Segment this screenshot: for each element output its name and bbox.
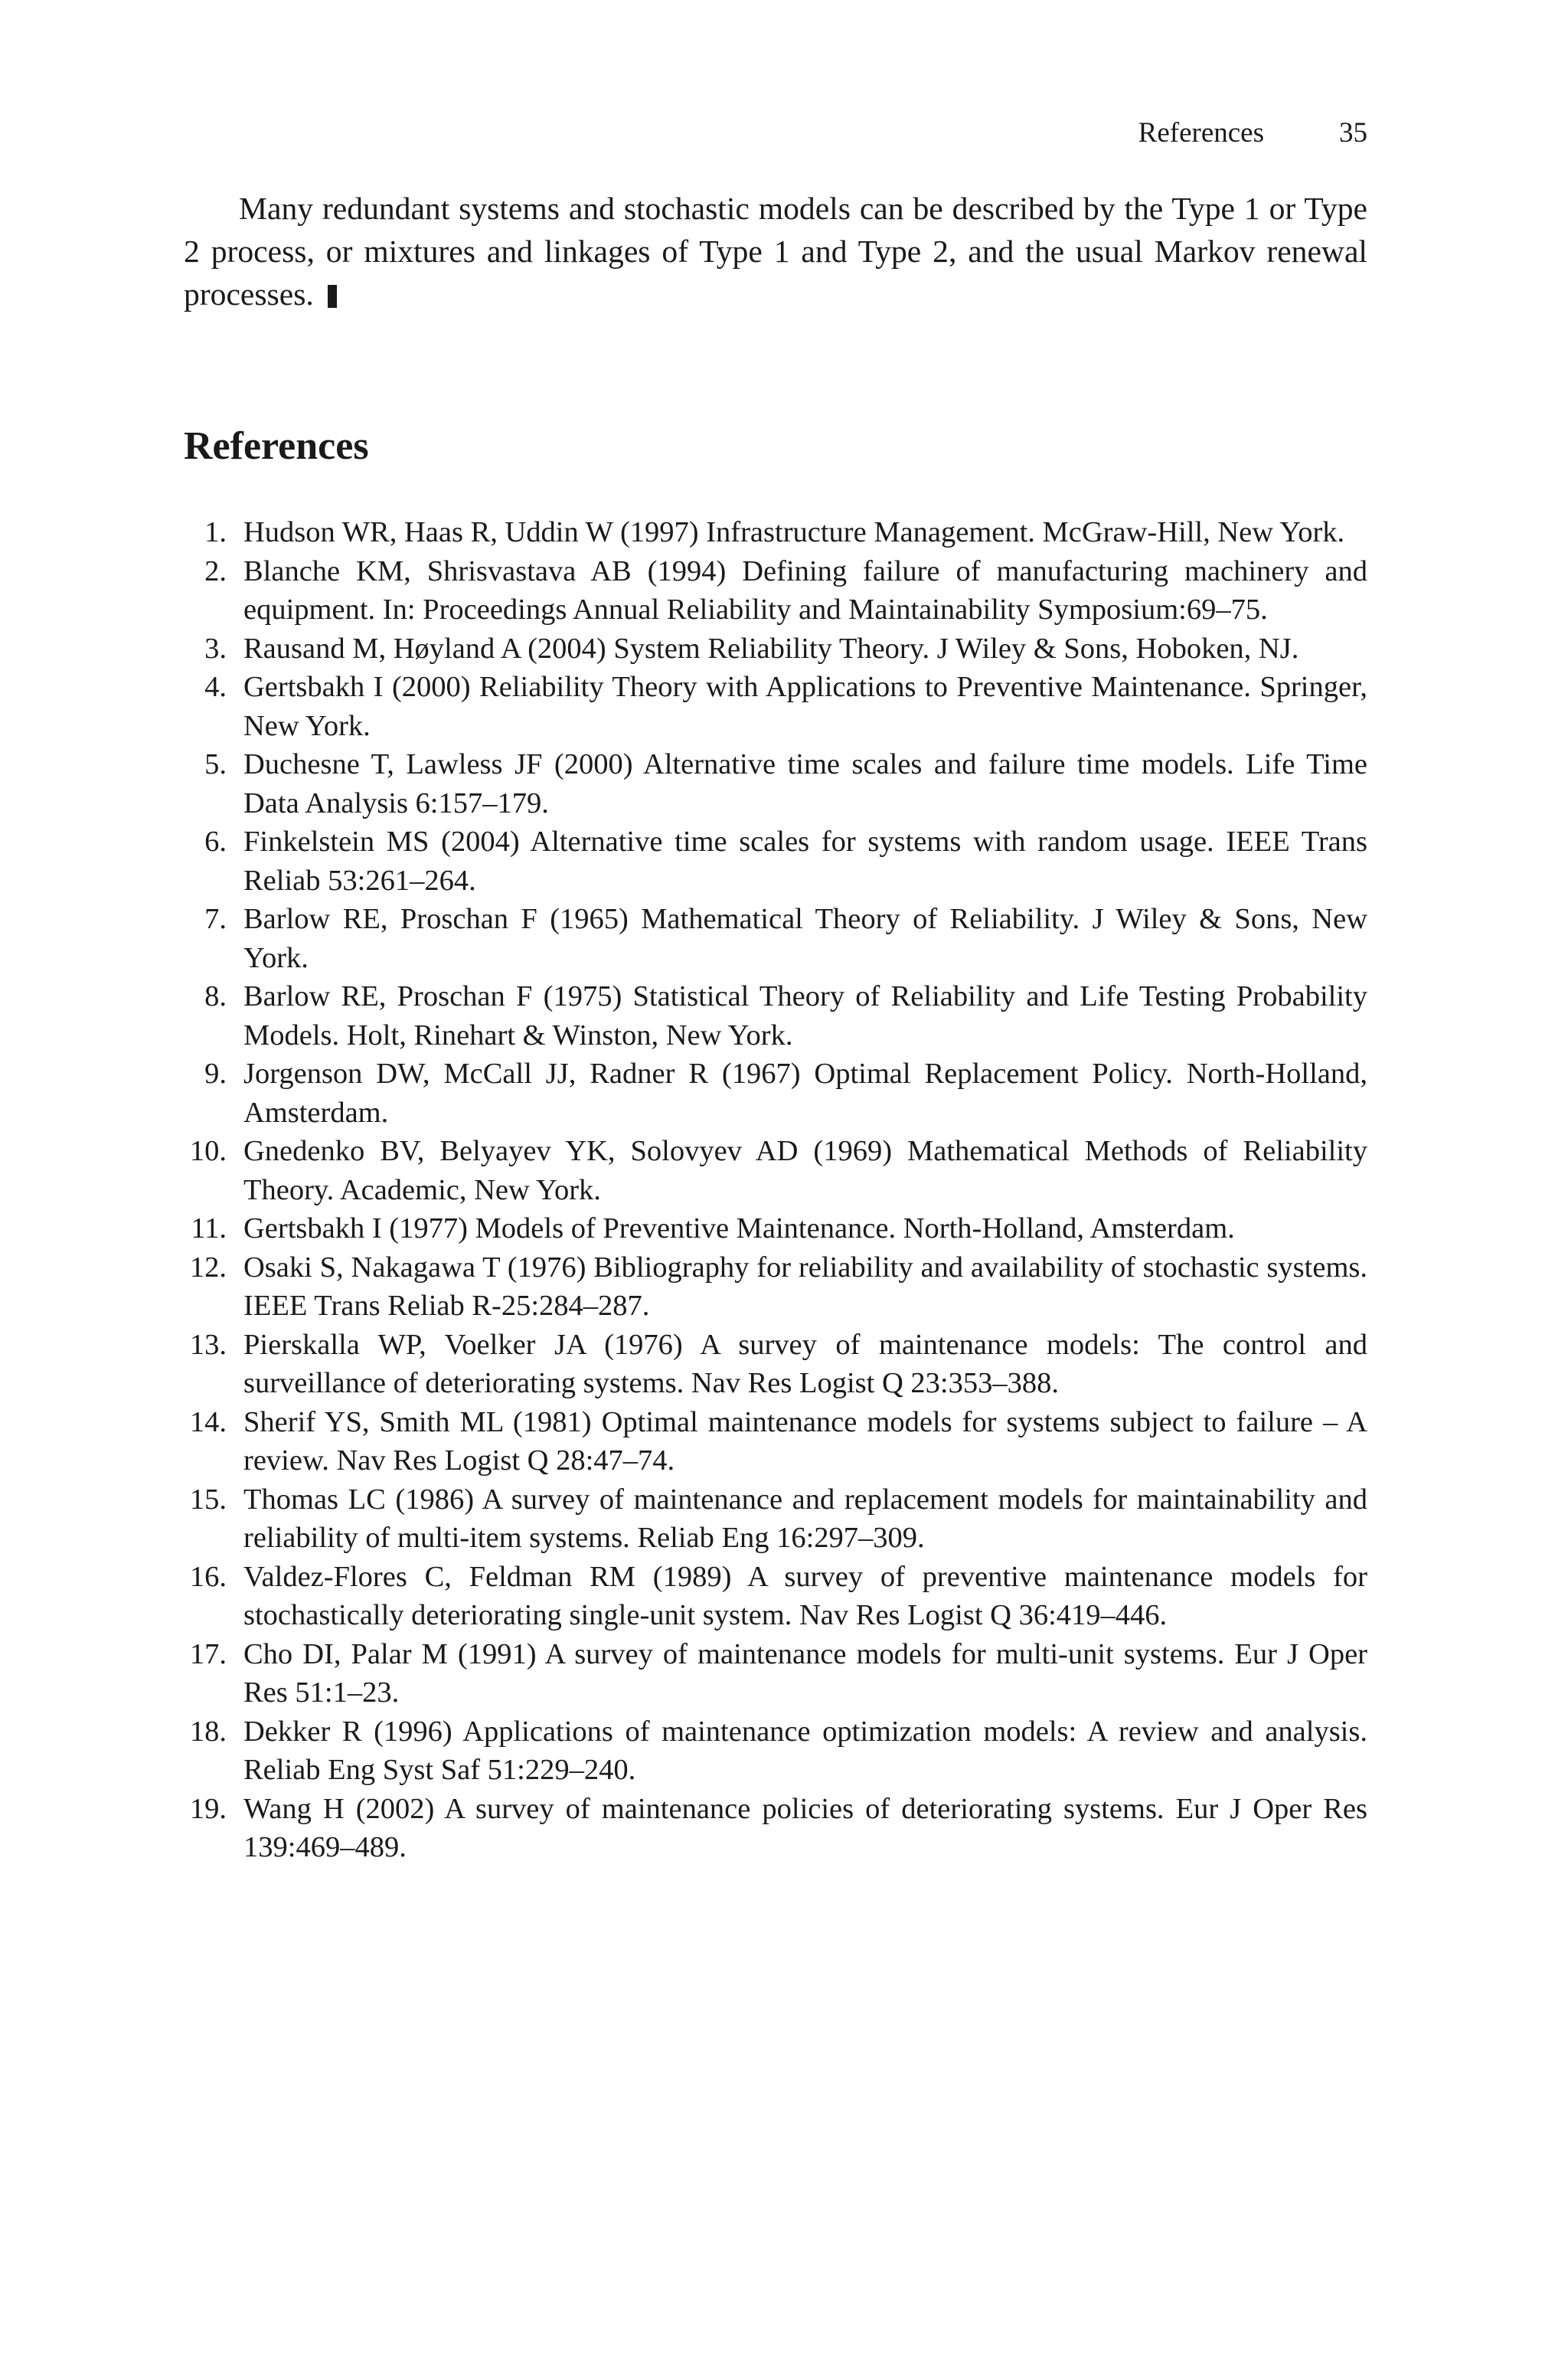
reference-number: 1. [204,516,227,548]
reference-number: 18. [189,1715,227,1748]
reference-item [184,1712,1367,1790]
reference-item [184,1132,1367,1209]
reference-text: Sherif YS, Smith ML (1981) Optimal maintenance models for systems subject to failure – A review. Nav Res Logist Q 28:47–74. [243,1405,1367,1477]
intro-text: Many redundant systems and stochastic models can be described by the Type 1 or Type 2 process, or mixtures and linkages of Type 1 and Type 2, and the usual Markov renewal processes. [184,191,1367,312]
reference-number: 8. [204,980,227,1012]
reference-item [184,1558,1367,1635]
reference-text: Gertsbakh I (2000) Reliability Theory with Applications to Preventive Maintenance. Springer, New York. [243,671,1367,742]
reference-text: Jorgenson DW, McCall JJ, Radner R (1967) Optimal Replacement Policy. North-Holland, Amsterdam. [243,1058,1367,1129]
page [184,0,1367,2368]
reference-number: 7. [204,903,227,935]
reference-text: Barlow RE, Proschan F (1965) Mathematical Theory of Reliability. J Wiley & Sons, New York. [243,903,1367,974]
reference-number: 11. [191,1212,227,1245]
reference-item [184,900,1367,977]
reference-text: Osaki S, Nakagawa T (1976) Bibliography for reliability and availability of stochastic systems. IEEE Trans Reliab R-25:284–287. [243,1251,1367,1322]
reference-item [184,1635,1367,1712]
reference-item [184,1480,1367,1558]
reference-list [184,513,1367,1867]
reference-text: Hudson WR, Haas R, Uddin W (1997) Infrastructure Management. McGraw-Hill, New York. [243,516,1345,548]
reference-text: Rausand M, Høyland A (2004) System Reliability Theory. J Wiley & Sons, Hoboken, NJ. [243,632,1299,665]
reference-text: Blanche KM, Shrisvastava AB (1994) Defining failure of manufacturing machinery and equipment. In: Proceedings Annual Reliability and Maintainability Symposium:69–75. [243,554,1367,626]
reference-number: 10. [189,1135,227,1167]
reference-item [184,1248,1367,1326]
reference-item [184,1403,1367,1480]
reference-item [184,977,1367,1055]
reference-number: 3. [204,632,227,665]
reference-text: Cho DI, Palar M (1991) A survey of maintenance models for multi-unit systems. Eur J Oper Res 51:1–23. [243,1637,1367,1709]
section-title: References [184,424,369,468]
intro-paragraph [184,187,1367,316]
reference-number: 13. [189,1328,227,1361]
reference-item [184,630,1367,669]
page-number: 35 [1339,117,1367,149]
reference-text: Dekker R (1996) Applications of maintenance optimization models: A review and analysis. Reliab Eng Syst Saf 51:229–240. [243,1715,1367,1786]
reference-item [184,513,1367,552]
reference-number: 12. [189,1251,227,1284]
reference-item [184,552,1367,630]
reference-item [184,745,1367,823]
reference-item [184,1209,1367,1248]
reference-number: 15. [189,1483,227,1516]
reference-number: 16. [189,1560,227,1593]
reference-number: 5. [204,748,227,780]
reference-text: Gertsbakh I (1977) Models of Preventive Maintenance. North-Holland, Amsterdam. [243,1212,1235,1245]
reference-item [184,1055,1367,1132]
reference-item [184,1326,1367,1403]
reference-number: 9. [204,1058,227,1090]
reference-text: Pierskalla WP, Voelker JA (1976) A survey of maintenance models: The control and surveillance of deteriorating systems. Nav Res Logist Q 23:353–388. [243,1328,1367,1399]
end-of-proof-icon [328,285,337,308]
reference-item [184,668,1367,745]
reference-text: Finkelstein MS (2004) Alternative time scales for systems with random usage. IEEE Trans Reliab 53:261–264. [243,826,1367,897]
reference-text: Valdez-Flores C, Feldman RM (1989) A survey of preventive maintenance models for stochastically deteriorating single-unit system. Nav Res Logist Q 36:419–446. [243,1560,1367,1631]
reference-number: 19. [189,1792,227,1825]
reference-number: 2. [204,554,227,587]
reference-text: Thomas LC (1986) A survey of maintenance and replacement models for maintainability and reliability of multi-item systems. Reliab Eng 16:297–309. [243,1483,1367,1554]
reference-number: 6. [204,826,227,858]
reference-number: 17. [189,1637,227,1670]
reference-text: Barlow RE, Proschan F (1975) Statistical Theory of Reliability and Life Testing Probability Models. Holt, Rinehart & Winston, New York. [243,980,1367,1052]
reference-text: Gnedenko BV, Belyayev YK, Solovyev AD (1969) Mathematical Methods of Reliability Theory. Academic, New York. [243,1135,1367,1206]
reference-text: Wang H (2002) A survey of maintenance policies of deteriorating systems. Eur J Oper Res 139:469–489. [243,1792,1367,1863]
running-head [1138,115,1367,152]
running-head-title: References [1138,117,1264,149]
reference-text: Duchesne T, Lawless JF (2000) Alternative time scales and failure time models. Life Time Data Analysis 6:157–179. [243,748,1367,819]
reference-number: 14. [189,1405,227,1438]
reference-item [184,1790,1367,1867]
reference-number: 4. [204,671,227,703]
reference-item [184,823,1367,900]
